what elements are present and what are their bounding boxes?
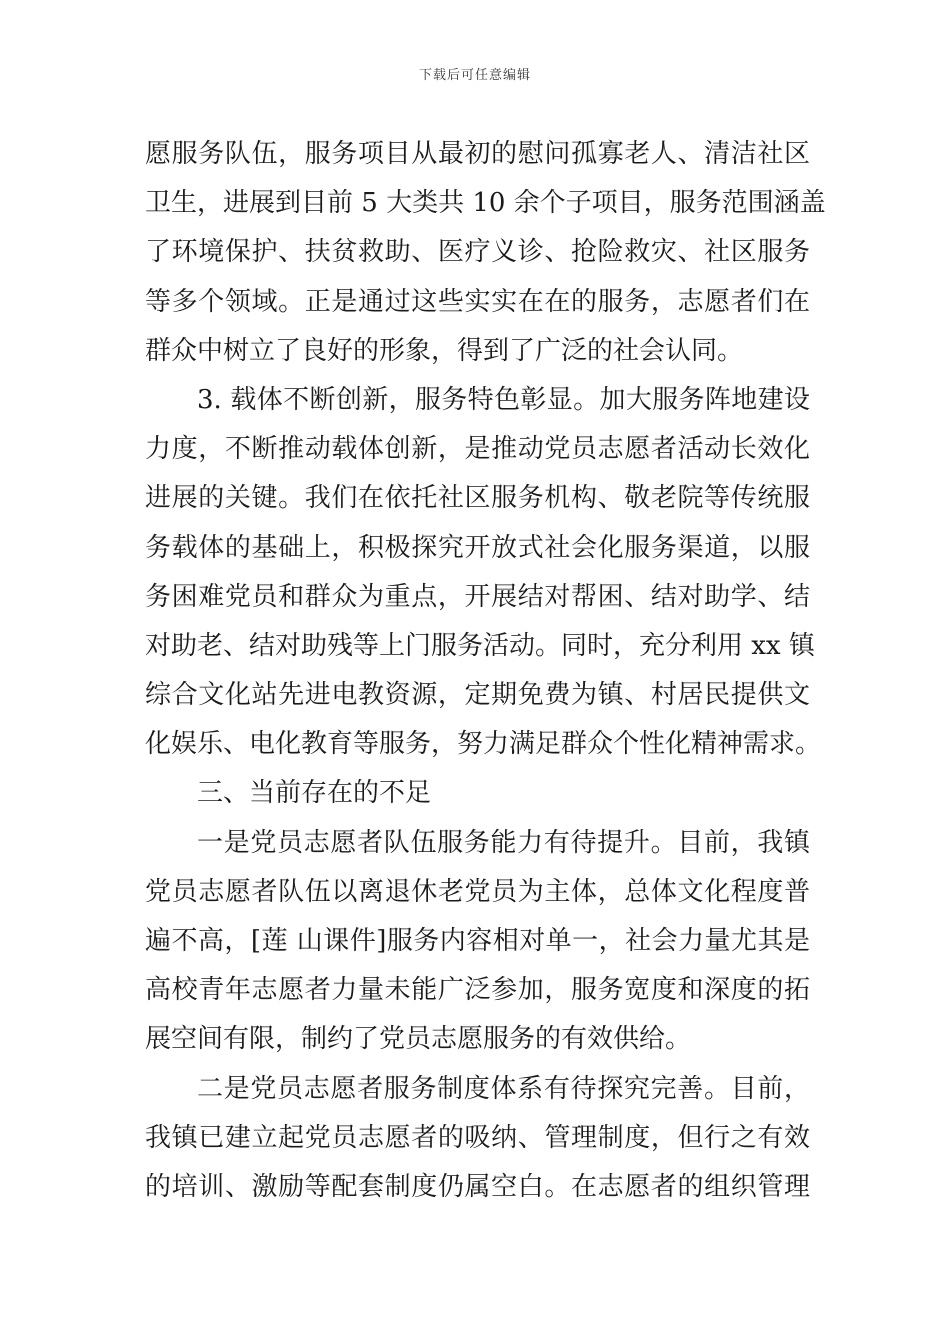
- text-line: 力度，不断推动载体创新，是推动党员志愿者活动长效化: [145, 434, 810, 465]
- text-line: 一是党员志愿者队伍服务能力有待提升。目前，我镇: [197, 827, 810, 858]
- text-line: 的培训、激励等配套制度仍属空白。在志愿者的组织管理: [145, 1171, 810, 1202]
- text-line: 务困难党员和群众为重点，开展结对帮困、结对助学、结: [145, 581, 810, 612]
- text-line: 了环境保护、扶贫救助、医疗义诊、抢险救灾、社区服务: [145, 237, 810, 268]
- page-header: 下载后可任意编辑: [418, 68, 531, 83]
- text-line: 遍不高，[莲 山课件]服务内容相对单一，社会力量尤其是: [145, 926, 810, 956]
- text-line: 三、当前存在的不足: [197, 778, 432, 809]
- text-line: 化娱乐、电化教育等服务，努力满足群众个性化精神需求。: [145, 729, 822, 760]
- text-line: 3. 载体不断创新，服务特色彰显。加大服务阵地建设: [197, 384, 810, 415]
- text-line: 党员志愿者队伍以离退休老党员为主体，总体文化程度普: [145, 876, 810, 907]
- text-line: 等多个领域。正是通过这些实实在在的服务，志愿者们在: [145, 286, 810, 317]
- text-line: 务载体的基础上，积极探究开放式社会化服务渠道，以服: [145, 532, 810, 563]
- text-line: 卫生，进展到目前 5 大类共 10 余个子项目，服务范围涵盖: [145, 188, 826, 219]
- text-line: 进展的关键。我们在依托社区服务机构、敬老院等传统服: [145, 483, 810, 514]
- text-line: 我镇已建立起党员志愿者的吸纳、管理制度，但行之有效: [145, 1122, 810, 1153]
- text-line: 综合文化站先进电教资源，定期免费为镇、村居民提供文: [145, 680, 810, 711]
- text-line: 高校青年志愿者力量未能广泛参加，服务宽度和深度的拓: [145, 975, 810, 1006]
- text-line: 群众中树立了良好的形象，得到了广泛的社会认同。: [145, 335, 744, 366]
- text-line: 愿服务队伍，服务项目从最初的慰问孤寡老人、清洁社区: [145, 139, 810, 169]
- text-line: 二是党员志愿者服务制度体系有待探究完善。目前，: [197, 1073, 810, 1104]
- document-body: [145, 130, 826, 1212]
- text-line: 展空间有限，制约了党员志愿服务的有效供给。: [145, 1024, 692, 1055]
- text-line: 对助老、结对助残等上门服务活动。同时，充分利用 xx 镇: [145, 630, 815, 661]
